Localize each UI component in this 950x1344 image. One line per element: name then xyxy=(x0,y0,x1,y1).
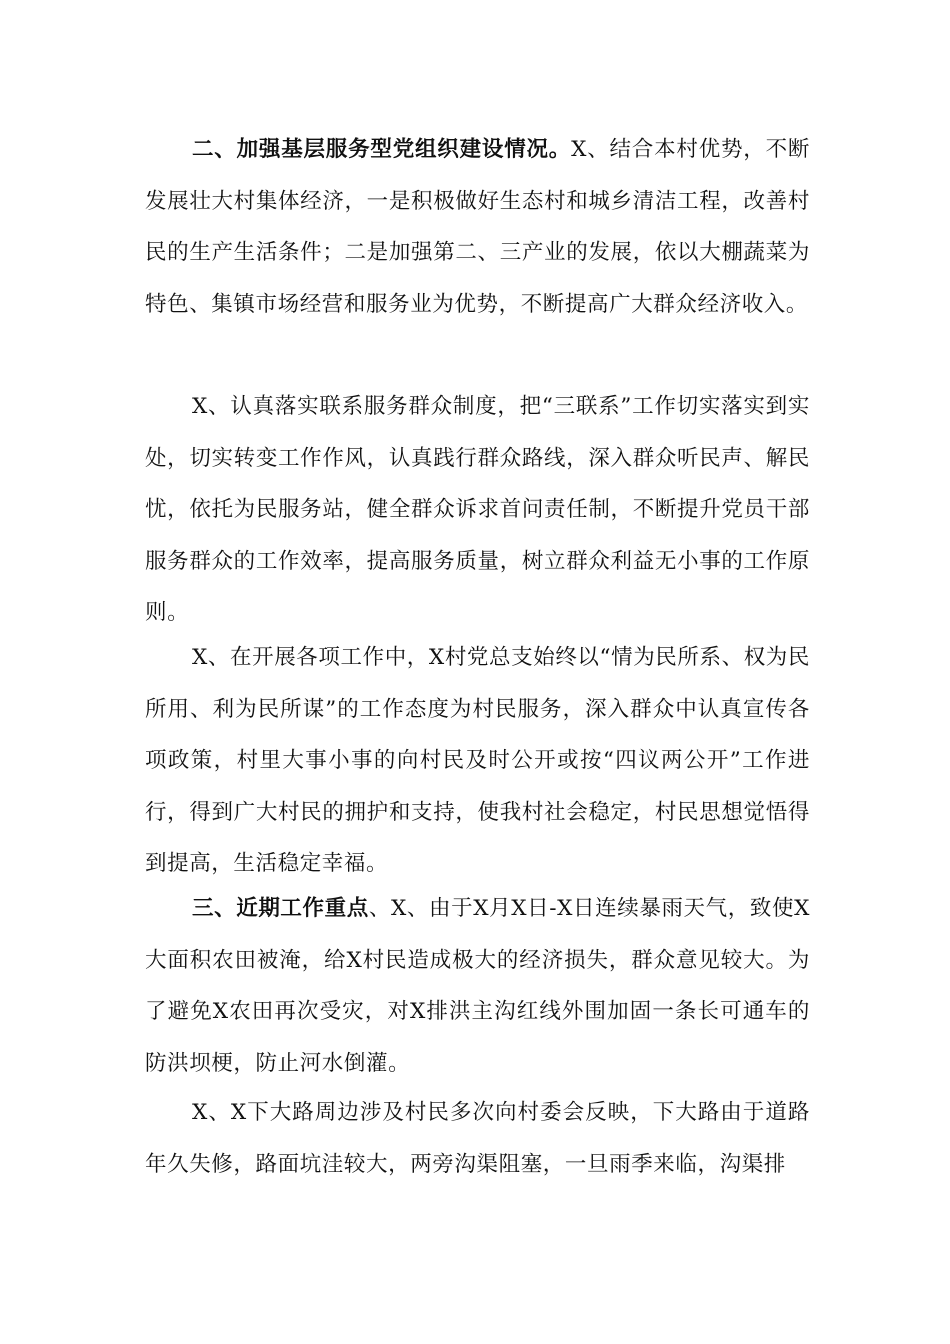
paragraph-road-repair xyxy=(145,1087,810,1190)
paragraph-section-two xyxy=(145,124,810,330)
paragraph-text: X、在开展各项工作中，X村党总支始终以“情为民所系、权为民所用、利为民所谋”的工作态度为村民服务，深入群众中认真宣传各项政策，村里大事小事的向村民及时公开或按“四议两公开”工作进行，得到广大村民的拥护和支持，使我村社会稳定，村民思想觉悟得到提高，生活稳定幸福。 xyxy=(145,645,811,877)
paragraph-contact-service xyxy=(145,381,810,639)
paragraph-section-three xyxy=(145,883,810,1089)
section-heading: 三、近期工作重点 xyxy=(192,896,369,921)
section-heading: 二、加强基层服务型党组织建设情况。 xyxy=(192,137,572,162)
paragraph-text: X、X下大路周边涉及村民多次向村委会反映，下大路由于道路年久失修，路面坑洼较大，两旁沟渠阻塞，一旦雨季来临，沟渠排 xyxy=(145,1100,810,1177)
paragraph-work-attitude xyxy=(145,632,810,890)
paragraph-text: 、X、由于X月X日-X日连续暴雨天气，致使X大面积农田被淹，给X村民造成极大的经济损失，群众意见较大。为了避免X农田再次受灾，对X排洪主沟红线外围加固一条长可通车的防洪坝梗，防止河水倒灌。 xyxy=(145,896,810,1076)
paragraph-text: X、结合本村优势，不断发展壮大村集体经济，一是积极做好生态村和城乡清洁工程，改善村民的生产生活条件；二是加强第二、三产业的发展，依以大棚蔬菜为特色、集镇市场经营和服务业为优势，不断提高广大群众经济收入。 xyxy=(145,137,810,317)
paragraph-text: X、认真落实联系服务群众制度，把“三联系”工作切实落实到实处，切实转变工作作风，认真践行群众路线，深入群众听民声、解民忧，依托为民服务站，健全群众诉求首问责任制，不断提升党员干部服务群众的工作效率，提高服务质量，树立群众利益无小事的工作原则。 xyxy=(145,394,810,626)
